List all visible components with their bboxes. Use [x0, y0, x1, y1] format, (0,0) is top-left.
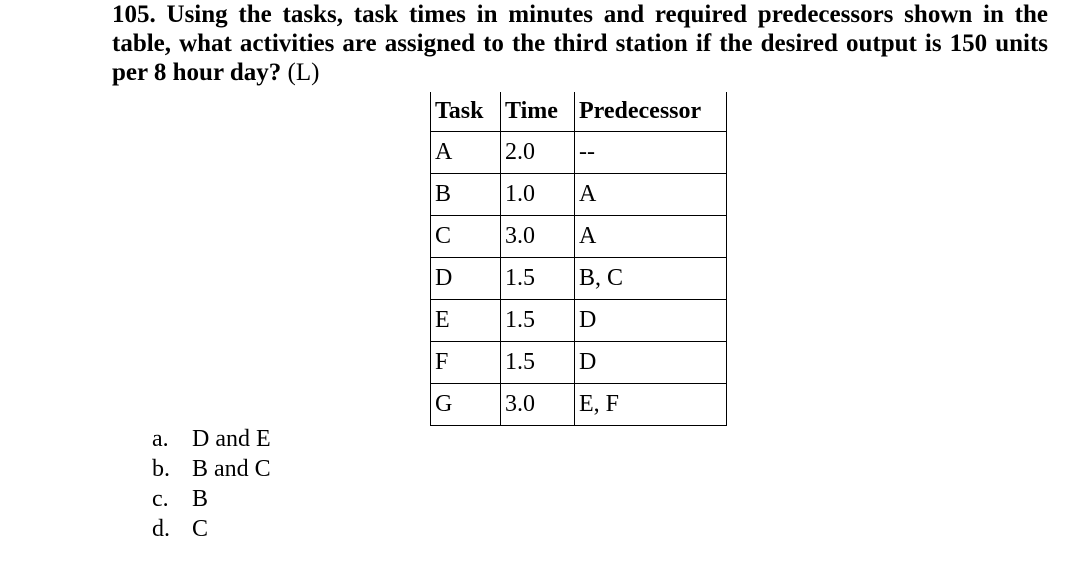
time-cell: 1.5	[501, 300, 575, 342]
header-time: Time	[501, 92, 575, 132]
predecessor-cell: D	[575, 300, 727, 342]
predecessor-cell: B, C	[575, 258, 727, 300]
time-cell: 3.0	[501, 384, 575, 426]
table-row	[431, 216, 727, 258]
question-level: (L)	[287, 59, 320, 86]
table-row	[431, 384, 727, 426]
option-b	[152, 454, 271, 484]
time-cell: 1.5	[501, 342, 575, 384]
predecessor-cell: --	[575, 132, 727, 174]
task-table	[430, 92, 727, 426]
predecessor-cell: A	[575, 174, 727, 216]
header-task: Task	[431, 92, 501, 132]
option-c	[152, 484, 271, 514]
predecessor-cell: D	[575, 342, 727, 384]
option-letter: b.	[152, 456, 170, 482]
predecessor-cell: A	[575, 216, 727, 258]
table-row	[431, 258, 727, 300]
table-row	[431, 174, 727, 216]
option-d	[152, 514, 271, 544]
option-text: C	[192, 516, 209, 542]
predecessor-cell: E, F	[575, 384, 727, 426]
option-text: D and E	[192, 426, 271, 452]
option-letter: d.	[152, 516, 170, 542]
option-letter: c.	[152, 486, 169, 512]
task-cell: F	[431, 342, 501, 384]
time-cell: 2.0	[501, 132, 575, 174]
table-row	[431, 132, 727, 174]
time-cell: 3.0	[501, 216, 575, 258]
task-cell: D	[431, 258, 501, 300]
question-stem: 105. Using the tasks, task times in minutes and required predecessors shown in the table, what activities are assigned to the third station if the desired output is 150 units per 8 hour day?	[112, 1, 1048, 86]
header-predecessor: Predecessor	[575, 92, 727, 132]
task-cell: G	[431, 384, 501, 426]
answer-options	[152, 424, 271, 544]
table-row	[431, 342, 727, 384]
option-text: B and C	[192, 456, 271, 482]
table-header-row	[431, 92, 727, 132]
option-a	[152, 424, 271, 454]
time-cell: 1.0	[501, 174, 575, 216]
option-text: B	[192, 486, 209, 512]
option-letter: a.	[152, 426, 169, 452]
task-cell: E	[431, 300, 501, 342]
table-row	[431, 300, 727, 342]
task-cell: B	[431, 174, 501, 216]
time-cell: 1.5	[501, 258, 575, 300]
question-text	[112, 0, 1048, 87]
task-cell: C	[431, 216, 501, 258]
task-cell: A	[431, 132, 501, 174]
